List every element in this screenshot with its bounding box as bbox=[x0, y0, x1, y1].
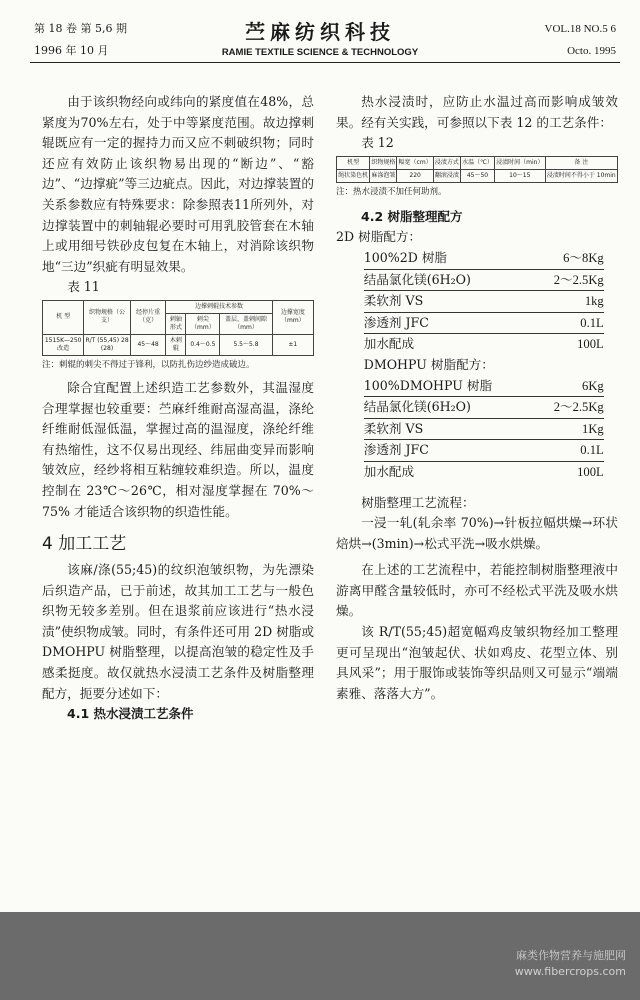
formula-row bbox=[364, 397, 604, 419]
paragraph-processing: 该麻/涤(55;45)的纹织泡皱织物，为先漂染后织造产品，已于前述，故其加工工艺与一般色织物无较多差别。但在退浆前应该进行“热水浸渍”使织物成皱。同时，有条件还可用 2D 树脂或 DMOHPU 树脂整理，以提高泡皱的稳定性及手感柔挺度。故仅就热水浸渍工艺条件及树脂整理配方，扼要分述如下： bbox=[42, 562, 314, 701]
table11-header-type: 刺轴形式 bbox=[166, 313, 186, 334]
journal-title-cn: 苎麻纺织科技 bbox=[245, 20, 395, 44]
total-amount: 100L bbox=[577, 464, 604, 479]
ingredient-amount: 6～8Kg bbox=[563, 250, 604, 265]
ingredient-name: 渗透剂 JFC bbox=[363, 442, 429, 458]
section-4-heading: 4 加工工艺 bbox=[42, 534, 127, 555]
table11-header-machine: 机 型 bbox=[43, 300, 84, 334]
formula-row bbox=[364, 419, 604, 441]
ingredient-name: 渗透剂 JFC bbox=[363, 314, 429, 330]
table-11 bbox=[42, 300, 314, 356]
total-amount: 100L bbox=[577, 337, 604, 352]
table12-header: 幅宽（cm） bbox=[397, 156, 433, 169]
table-cell: R/T (55,45) 28 (28) bbox=[84, 334, 130, 355]
ingredient-name: 结晶氯化镁(6H₂O) bbox=[363, 271, 471, 287]
table11-header-pitch: 刺尖（mm） bbox=[186, 313, 220, 334]
table-cell: 绳状染色机 bbox=[337, 169, 370, 182]
ingredient-amount: 1kg bbox=[584, 294, 604, 309]
watermark-url: www.fibercrops.com bbox=[514, 965, 626, 978]
header-vol-issue: 第 18 卷 第 5,6 期 bbox=[34, 22, 127, 35]
table-cell: 1515K—250 改造 bbox=[43, 334, 84, 355]
ingredient-name: 柔软剂 VS bbox=[363, 293, 424, 309]
formula-row bbox=[364, 270, 604, 292]
ingredient-name: 100%2D 树脂 bbox=[363, 249, 448, 265]
paragraph-conclusion: 该 R/T(55;45)超宽幅鸡皮皱织物经加工整理更可呈现出“泡皱起伏、状如鸡皮、花型立体、别具风采”；用于服饰或装饰等织品则又可显示“端端素雅、落落大方”。 bbox=[336, 624, 618, 701]
table12-note: 注：热水浸渍不加任何助剂。 bbox=[336, 186, 447, 197]
header-date-en: Octo. 1995 bbox=[567, 45, 616, 57]
table-row bbox=[43, 334, 314, 355]
table-12 bbox=[336, 156, 618, 183]
formula-row bbox=[364, 313, 604, 335]
header-vol-en: VOL.18 NO.5 6 bbox=[544, 23, 616, 35]
formula-row bbox=[364, 248, 604, 270]
total-label: 加水配成 bbox=[363, 336, 415, 352]
table-cell: 220 bbox=[397, 169, 433, 182]
process-flow: 一浸一轧(轧余率 70%)→针板拉幅烘燥→环状焙烘→(3min)→松式平洗→吸水烘燥。 bbox=[336, 515, 618, 551]
header-date-cn: 1996 年 10 月 bbox=[34, 44, 109, 57]
site-watermark bbox=[515, 948, 626, 980]
formula-dmohpu-title-wrap bbox=[364, 355, 604, 376]
total-label: 加水配成 bbox=[363, 463, 415, 479]
paragraph-temperature-humidity: 除合宜配置上述织造工艺参数外，其温湿度合理掌握也较重要：苎麻纤维耐高湿高温，涤纶纤维耐低湿低温，掌握过高的温湿度，涤纶纤维有热缩性，这不仅易出现经、纬屈曲变异而影响皱效应，经纱将相互粘缠较难织造。所以，温度控制在 23℃～26℃，相对湿度掌握在 70%～75% 才能适合该织物的织造性能。 bbox=[42, 379, 314, 519]
ingredient-amount: 1Kg bbox=[582, 421, 604, 436]
table-cell: 翻滚浸渍 bbox=[433, 169, 460, 182]
table11-header-tension: 经停片重（克） bbox=[130, 300, 166, 334]
table12-header: 织物规格 bbox=[370, 156, 397, 169]
formula-total-row bbox=[364, 462, 604, 483]
header-rule bbox=[30, 62, 620, 63]
formula-dmohpu-title: DMOHPU 树脂配方： bbox=[363, 356, 494, 372]
formula-2d bbox=[364, 248, 604, 355]
formula-dmohpu bbox=[364, 376, 604, 483]
subsection-4-1-heading: 4.1 热水浸渍工艺条件 bbox=[67, 706, 194, 722]
paragraph-hot-water: 热水浸渍时，应防止水温过高而影响成皱效果。经有关实践，可参照以下表 12 的工艺条件： bbox=[336, 94, 618, 130]
table11-header-spec: 织物规格（公支） bbox=[84, 300, 130, 334]
right-column bbox=[336, 92, 618, 704]
table-cell: 麻涤泡皱 bbox=[370, 169, 397, 182]
table-cell: 5.5～5.8 bbox=[220, 334, 272, 355]
journal-title-en: RAMIE TEXTILE SCIENCE & TECHNOLOGY bbox=[221, 47, 419, 58]
ingredient-amount: 0.1L bbox=[580, 315, 604, 330]
ingredient-amount: 2～2.5Kg bbox=[553, 272, 604, 287]
formula-total-row bbox=[364, 334, 604, 355]
table-cell: 木刺辊 bbox=[166, 334, 186, 355]
ingredient-name: 柔软剂 VS bbox=[363, 420, 424, 436]
table12-header: 浸渍方式 bbox=[433, 156, 460, 169]
table12-label: 表 12 bbox=[361, 135, 394, 151]
table-cell: 10～15 bbox=[494, 169, 545, 182]
table11-header-group: 边撑刺辊技术参数 bbox=[166, 300, 272, 313]
watermark-cn: 麻类作物营养与施肥网 bbox=[516, 949, 626, 962]
table12-header: 浸渍时间（min） bbox=[494, 156, 545, 169]
formula-2d-title: 2D 树脂配方： bbox=[336, 229, 422, 245]
ingredient-amount: 0.1L bbox=[580, 443, 604, 458]
ingredient-name: 结晶氯化镁(6H₂O) bbox=[363, 399, 471, 415]
table12-header: 水温（℃） bbox=[461, 156, 495, 169]
table-cell: 浸渍时间不得小于 10min bbox=[545, 169, 617, 182]
paragraph-formaldehyde: 在上述的工艺流程中，若能控制树脂整理液中游离甲醛含量较低时，亦可不经松式平洗及吸水烘燥。 bbox=[336, 562, 618, 619]
table11-label: 表 11 bbox=[67, 279, 100, 295]
ingredient-amount: 2～2.5Kg bbox=[553, 400, 604, 415]
table-cell: 0.4～0.5 bbox=[186, 334, 220, 355]
table-cell: 45～50 bbox=[461, 169, 495, 182]
subsection-4-2-heading: 4.2 树脂整理配方 bbox=[361, 208, 463, 224]
table11-note: 注：刺辊的刺尖不得过于锋利，以防扎伤边纱造成破边。 bbox=[42, 359, 255, 370]
formula-row bbox=[364, 376, 604, 398]
table12-header: 机型 bbox=[337, 156, 370, 169]
process-flow-title: 树脂整理工艺流程： bbox=[361, 494, 475, 510]
ingredient-name: 100%DMOHPU 树脂 bbox=[363, 377, 493, 393]
formula-row bbox=[364, 440, 604, 462]
left-column bbox=[42, 92, 314, 725]
paragraph-temple-device: 由于该织物经向或纬向的紧度值在48%，总紧度为70%左右，处于中等紧度范围。故边撑刺辊既应有一定的握持力而又应不刺破织物；同时还应有效防止该织物易出现的“断边”、“豁边”、“边撑疵”等三边疵点。因此，对边撑装置的关系参数应有特殊要求：除参照表11所列外，对边撑装置中的刺轴辊必要时可用乳胶管套在木轴上或用细号铁砂皮包复在木轴上，对消除该织物地“三边”织疵有明显效果。 bbox=[42, 94, 314, 274]
ingredient-amount: 6Kg bbox=[582, 378, 604, 393]
table-cell: ±1 bbox=[272, 334, 313, 355]
table-cell: 45～48 bbox=[130, 334, 166, 355]
table11-header-width: 边撑宽度（mm） bbox=[272, 300, 313, 334]
table-row bbox=[337, 169, 618, 182]
table11-header-gap: 盖层、盖刺间隙（mm） bbox=[220, 313, 272, 334]
formula-row bbox=[364, 291, 604, 313]
header-issue-info-en bbox=[545, 18, 617, 62]
table12-header: 备 注 bbox=[545, 156, 617, 169]
